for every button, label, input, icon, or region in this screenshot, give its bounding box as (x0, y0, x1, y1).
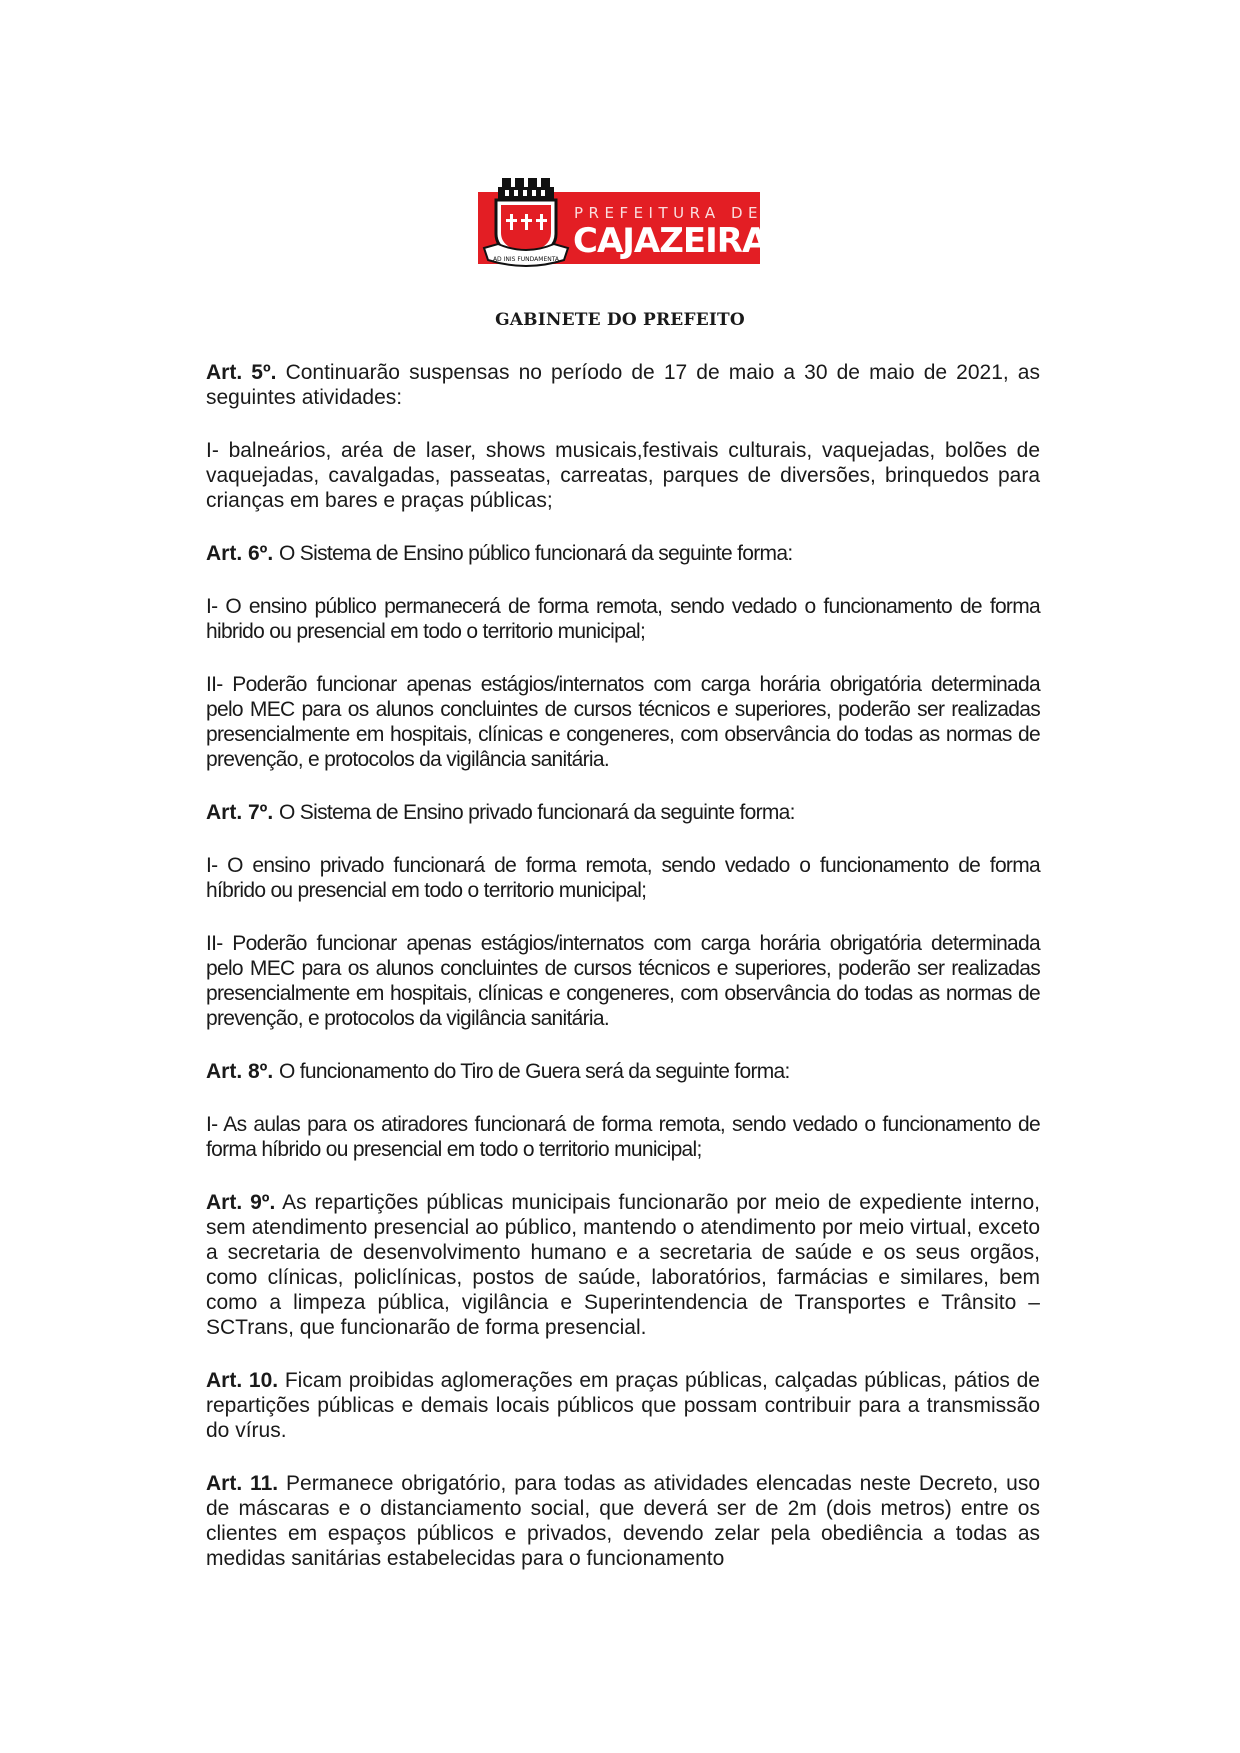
art6-text: O Sistema de Ensino público funcionará da seguinte forma: (279, 542, 793, 565)
art10-paragraph (206, 1368, 1040, 1443)
art11-text: Permanece obrigatório, para todas as atividades elencadas neste Decreto, uso de máscaras e o distanciamento social, que deverá ser de 2m (dois metros) entre os clientes em espaços públicos e privados, devendo zelar pela obediência a todas as medidas sanitárias estabelecidas para o funcionamento (206, 1472, 1040, 1570)
art8-item1: I- As aulas para os atiradores funcionará de forma remota, sendo vedado o funcionamento de forma híbrido ou presencial em todo o territorio municipal; (206, 1113, 1040, 1161)
document-body (206, 360, 1040, 1571)
cajazeiras-logo (478, 178, 791, 280)
art9-paragraph (206, 1190, 1040, 1340)
art10-text: Ficam proibidas aglomerações em praças públicas, calçadas públicas, pátios de repartições públicas e demais locais públicos que possam contribuir para a transmissão do vírus. (206, 1369, 1040, 1442)
art7-item1: I- O ensino privado funcionará de forma remota, sendo vedado o funcionamento de forma híbrido ou presencial em todo o territorio municipal; (206, 854, 1040, 902)
logo-line2: CAJAZEIRAS (573, 221, 791, 261)
art9-label: Art. 9º. (206, 1191, 276, 1214)
art7-item2: II- Poderão funcionar apenas estágios/internatos com carga horária obrigatória determinada pelo MEC para os alunos concluintes de cursos técnicos e superiores, poderão ser realizadas presencialmente em hospitais, clínicas e congeneres, com observância do todas as normas de prevenção, e protocolos da vigilância sanitária. (206, 932, 1040, 1030)
art11-label: Art. 11. (206, 1472, 279, 1495)
art5-item1: I- balneários, aréa de laser, shows musicais,festivais culturais, vaquejadas, bolões de vaquejadas, cavalgadas, passeatas, carreatas, parques de diversões, brinquedos para crianças em bares e praças públicas; (206, 439, 1040, 512)
art8-paragraph (206, 1059, 1040, 1084)
art8-label: Art. 8º. (206, 1060, 274, 1083)
art7-paragraph (206, 800, 1040, 825)
art6-paragraph (206, 541, 1040, 566)
art10-label: Art. 10. (206, 1369, 279, 1392)
art8-text: O funcionamento do Tiro de Guera será da seguinte forma: (279, 1060, 790, 1083)
art6-item1: I- O ensino público permanecerá de forma remota, sendo vedado o funcionamento de forma hibrido ou presencial em todo o territorio municipal; (206, 595, 1040, 643)
art5-text: Continuarão suspensas no período de 17 de maio a 30 de maio de 2021, as seguintes atividades: (206, 361, 1040, 409)
art6-item2: II- Poderão funcionar apenas estágios/internatos com carga horária obrigatória determinada pelo MEC para os alunos concluintes de cursos técnicos e superiores, poderão ser realizadas presencialmente em hospitais, clínicas e congeneres, com observância do todas as normas de prevenção, e protocolos da vigilância sanitária. (206, 673, 1040, 771)
logo-line1: PREFEITURA DE (574, 204, 763, 222)
art7-text: O Sistema de Ensino privado funcionará da seguinte forma: (279, 801, 795, 824)
art7-label: Art. 7º. (206, 801, 274, 824)
coat-of-arms-icon (478, 178, 791, 280)
art9-text: As repartições públicas municipais funcionarão por meio de expediente interno, sem atendimento presencial ao público, mantendo o atendimento por meio virtual, exceto a secretaria de desenvolvimento humano e a secretaria de saúde e os seus orgãos, como clínicas, policlínicas, postos de saúde, laboratórios, farmácias e similares, bem como a limpeza pública, vigilância e Superintendencia de Transportes e Trânsito – SCTrans, que funcionarão de forma presencial. (206, 1191, 1040, 1339)
art5-paragraph (206, 360, 1040, 410)
page-title: GABINETE DO PREFEITO (495, 310, 745, 330)
art6-label: Art. 6º. (206, 542, 274, 565)
art11-paragraph (206, 1471, 1040, 1571)
art5-label: Art. 5º. (206, 361, 277, 384)
logo-motto: AD INIS FUNDAMENTA (492, 256, 560, 263)
